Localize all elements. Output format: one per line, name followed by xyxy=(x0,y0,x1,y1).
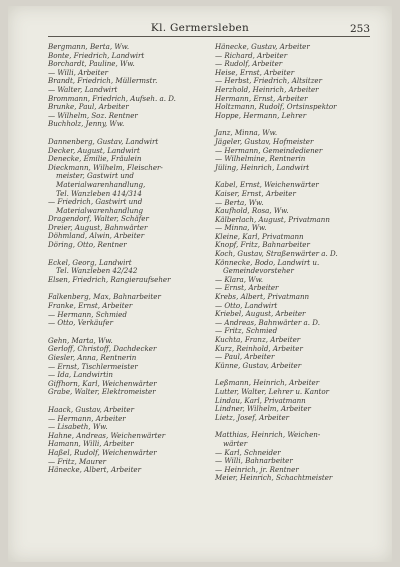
directory-entry: wärter xyxy=(223,438,248,448)
directory-entry: Leßmann, Heinrich, Arbeiter xyxy=(215,378,320,388)
directory-entry: Kälberlach, August, Privatmann xyxy=(215,214,330,224)
directory-entry: Dreier, August, Bahnwärter xyxy=(48,222,148,232)
page-number: 253 xyxy=(349,23,370,35)
directory-entry: — Otto, Landwirt xyxy=(215,300,278,310)
directory-entry: Kurz, Reinhold, Arbeiter xyxy=(215,343,303,353)
directory-entry: Gehn, Marta, Ww. xyxy=(48,335,113,345)
directory-entry: — Berta, Ww. xyxy=(215,197,264,207)
directory-entry: Falkenberg, Max, Bahnarbeiter xyxy=(48,292,161,302)
directory-entry: Haßel, Rudolf, Weichenwärter xyxy=(48,447,157,457)
directory-entry: — Herbst, Friedrich, Altsitzer xyxy=(215,76,323,86)
directory-entry: Eckel, Georg, Landwirt xyxy=(48,257,132,267)
directory-entry: — Fritz, Maurer xyxy=(48,456,107,466)
right-column xyxy=(215,43,385,483)
page-title: Kl. Germersleben xyxy=(150,22,250,34)
directory-entry: Haack, Gustav, Arbeiter xyxy=(48,404,135,414)
left-column xyxy=(48,43,218,475)
directory-entry: — Walter, Landwirt xyxy=(48,84,118,94)
directory-entry: — Klara, Ww. xyxy=(215,274,264,284)
directory-entry: Holtzmann, Rudolf, Ortsinspektor xyxy=(215,102,337,112)
directory-entry: Matthias, Heinrich, Weichen- xyxy=(215,430,321,440)
directory-entry: Kabel, Ernst, Weichenwärter xyxy=(215,180,319,190)
directory-entry: Materialwarenhandlung, xyxy=(56,179,146,189)
directory-entry: Heise, Ernst, Arbeiter xyxy=(215,67,295,77)
directory-entry: Meier, Heinrich, Schachtmeister xyxy=(215,473,333,483)
directory-entry: Lutter, Walter, Lehrer u. Kantor xyxy=(215,386,330,396)
directory-entry: — Rudolf, Arbeiter xyxy=(215,59,283,69)
directory-entry: Brunke, Paul, Arbeiter xyxy=(48,102,129,112)
directory-entry: — Andreas, Bahnwärter a. D. xyxy=(215,317,320,327)
directory-entry: Denecke, Emilie, Fräulein xyxy=(48,154,142,164)
directory-entry: Giesler, Anna, Rentnerin xyxy=(48,353,137,362)
directory-entry: Dannenberg, Gustav, Landwirt xyxy=(48,136,159,146)
directory-entry: — Ernst, Arbeiter xyxy=(215,283,279,293)
directory-entry: — Richard, Arbeiter xyxy=(215,50,288,60)
header-rule xyxy=(48,36,370,37)
directory-entry: Herzhold, Heinrich, Arbeiter xyxy=(215,84,319,94)
directory-entry: Lietz, Josef, Arbeiter xyxy=(215,412,290,422)
document-page xyxy=(8,6,392,562)
directory-entry: Künne, Gustav, Arbeiter xyxy=(215,360,302,370)
directory-entry: — Heinrich, jr. Rentner xyxy=(215,464,299,474)
directory-entry: Jägeler, Gustav, Hofmeister xyxy=(215,136,314,146)
directory-entry: Buchholz, Jenny, Ww. xyxy=(48,119,125,129)
directory-entry: — Fritz, Schmied xyxy=(215,326,278,336)
directory-entry: — Hermann, Schmied xyxy=(48,309,127,319)
directory-entry: — Hermann, Gemeindediener xyxy=(215,145,323,155)
directory-entry: Könnecke, Bodo, Landwirt u. xyxy=(215,257,320,267)
directory-entry: Brommann, Friedrich, Aufseh. a. D. xyxy=(48,93,176,103)
directory-entry: Hänecke, Gustav, Arbeiter xyxy=(215,42,310,51)
directory-entry: — Wilhelmine, Rentnerin xyxy=(215,154,306,164)
directory-entry: Gemeindevorsteher xyxy=(223,266,294,276)
directory-entry: Materialwarenhandlung xyxy=(56,205,144,215)
directory-entry: meister, Gastwirt und xyxy=(56,171,134,181)
directory-entry: Döring, Otto, Rentner xyxy=(48,240,127,250)
directory-entry: Döhmland, Alwin, Arbeiter xyxy=(48,231,145,241)
directory-entry: Kleine, Karl, Privatmann xyxy=(215,231,304,241)
directory-entry: — Minna, Ww. xyxy=(215,223,267,233)
directory-entry: Borchardt, Pauline, Ww. xyxy=(48,59,135,69)
directory-entry: — Karl, Schneider xyxy=(215,447,281,457)
directory-entry: Elsen, Friedrich, Rangieraufseher xyxy=(48,274,171,284)
directory-entry: — Lisabeth, Ww. xyxy=(48,422,108,432)
directory-entry: Lindau, Karl, Privatmann xyxy=(215,395,306,405)
directory-entry: Koch, Gustav, Straßenwärter a. D. xyxy=(215,249,338,259)
directory-entry: Giffhorn, Karl, Weichenwärter xyxy=(48,378,157,388)
directory-entry: — Otto, Verkäufer xyxy=(48,318,114,328)
directory-entry: Decker, August, Landwirt xyxy=(48,145,140,155)
directory-entry: Tel. Wanzleben 414/314 xyxy=(56,188,142,198)
directory-entry: Hänecke, Albert, Arbeiter xyxy=(48,465,142,475)
directory-entry: Bergmann, Berta, Ww. xyxy=(48,42,130,51)
directory-entry: Kuchta, Franz, Arbeiter xyxy=(215,335,301,344)
directory-entry: Franke, Ernst, Arbeiter xyxy=(48,301,133,311)
directory-entry: Hahne, Andreas, Weichenwärter xyxy=(48,430,166,440)
directory-entry: Grabe, Walter, Elektromeister xyxy=(48,387,156,397)
directory-entry: Krebs, Albert, Privatmann xyxy=(215,292,310,302)
directory-entry: — Hermann, Arbeiter xyxy=(48,413,126,423)
directory-entry: Gerloff, Christoff, Dachdecker xyxy=(48,344,157,354)
directory-entry: — Wilhelm, Soz. Rentner xyxy=(48,110,138,120)
directory-entry: Kaufhold, Rosa, Ww. xyxy=(215,206,289,216)
directory-entry: Kriebel, August, Arbeiter xyxy=(215,309,306,319)
directory-entry: Dieckmann, Wilhelm, Fleischer- xyxy=(48,162,163,172)
directory-entry: — Willi, Bahnarbeiter xyxy=(215,456,293,466)
directory-entry: Bonte, Friedrich, Landwirt xyxy=(48,50,145,60)
directory-entry: Lindner, Wilhelm, Arbeiter xyxy=(215,404,311,414)
page-header xyxy=(8,6,392,46)
directory-entry: — Ida, Landwirtin xyxy=(48,370,113,380)
directory-entry: Knopf, Fritz, Bahnarbeiter xyxy=(215,240,310,250)
directory-entry: Kaiser, Ernst, Arbeiter xyxy=(215,188,296,198)
directory-entry: — Friedrich, Gastwirt und xyxy=(48,197,143,207)
directory-entry: Brandt, Friedrich, Müllermstr. xyxy=(48,76,158,86)
directory-entry: Jüling, Heinrich, Landwirt xyxy=(215,162,310,172)
directory-entry: — Ernst, Tischlermeister xyxy=(48,361,138,371)
directory-entry: Dragendorf, Walter, Schäfer xyxy=(48,214,149,224)
directory-entry: — Willi, Arbeiter xyxy=(48,67,109,77)
directory-entry: Janz, Minna, Ww. xyxy=(215,128,278,138)
directory-entry: Hamann, Willi, Arbeiter xyxy=(48,439,134,449)
directory-entry: Tel. Wanzleben 42/242 xyxy=(56,266,138,276)
directory-entry: — Paul, Arbeiter xyxy=(215,352,275,362)
directory-entry: Hermann, Ernst, Arbeiter xyxy=(215,93,308,103)
directory-entry: Hoppe, Hermann, Lehrer xyxy=(215,110,307,120)
